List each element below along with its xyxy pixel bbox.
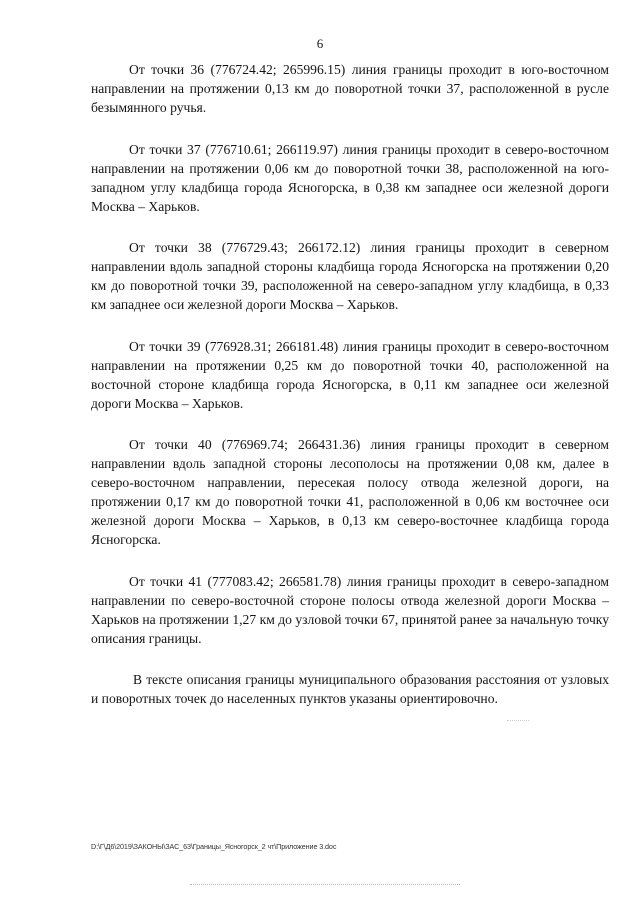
paragraph-point-37: От точки 37 (776710.61; 266119.97) линия границы проходит в северо-восточном направлении на протяжении 0,06 км до поворотной точки 38, расположенной на юго-западном углу кладбища города Ясногорска, в 0,38 км западнее оси железной дороги Москва – Харьков. [91, 141, 609, 214]
scan-artifact [507, 720, 529, 722]
paragraph-distance-note: В тексте описания границы муниципального образования расстояния от узловых и поворотных точек до населенных пунктов указаны ориентировочно. [91, 672, 609, 706]
page-number: 6 [316, 36, 324, 51]
paragraph-point-41: От точки 41 (777083.42; 266581.78) линия границы проходит в северо-западном направлении по северо-восточной стороне полосы отвода железной дороги Москва – Харьков на протяжении 1,27 км до узловой точки 67, принятой ранее за начальную точку описания границы. [91, 573, 609, 646]
paragraph-point-36: От точки 36 (776724.42; 265996.15) линия границы проходит в юго-восточном направлении на протяжении 0,13 км до поворотной точки 37, расположенной в русле безымянного ручья. [91, 62, 609, 115]
scan-noise-line [190, 884, 460, 886]
paragraph-point-39: От точки 39 (776928.31; 266181.48) линия границы проходит в северо-восточном направлении на протяжении 0,25 км до поворотной точки 40, расположенной на восточной стороне кладбища города Ясногорска, в 0,11 км западнее оси железной дороги Москва – Харьков. [91, 338, 609, 411]
paragraph-point-38: От точки 38 (776729.43; 266172.12) линия границы проходит в северном направлении вдоль западной стороны кладбища города Ясногорска на протяжении 0,20 км до поворотной точки 39, расположенной на северо-западном углу кладбища, в 0,33 км западнее оси железной дороги Москва – Харьков. [91, 240, 609, 312]
paragraph-point-40: От точки 40 (776969.74; 266431.36) линия границы проходит в северном направлении вдоль западной стороны лесополосы на протяжении 0,08 км, далее в северо-восточном направлении, пересекая полосу отвода железной дороги, на протяжении 0,17 км до поворотной точки 41, расположенной в 0,06 км восточнее оси железной дороги Москва – Харьков, в 0,13 км северо-восточнее кладбища города Ясногорска. [91, 437, 609, 547]
footer-file-path: D:\Г\Д6\2019\ЗАКОНЫ\ЗАС_63\Границы_Ясногорск_2 чт\Приложение 3.doc [91, 842, 337, 851]
boundary-description-text [91, 60, 609, 731]
